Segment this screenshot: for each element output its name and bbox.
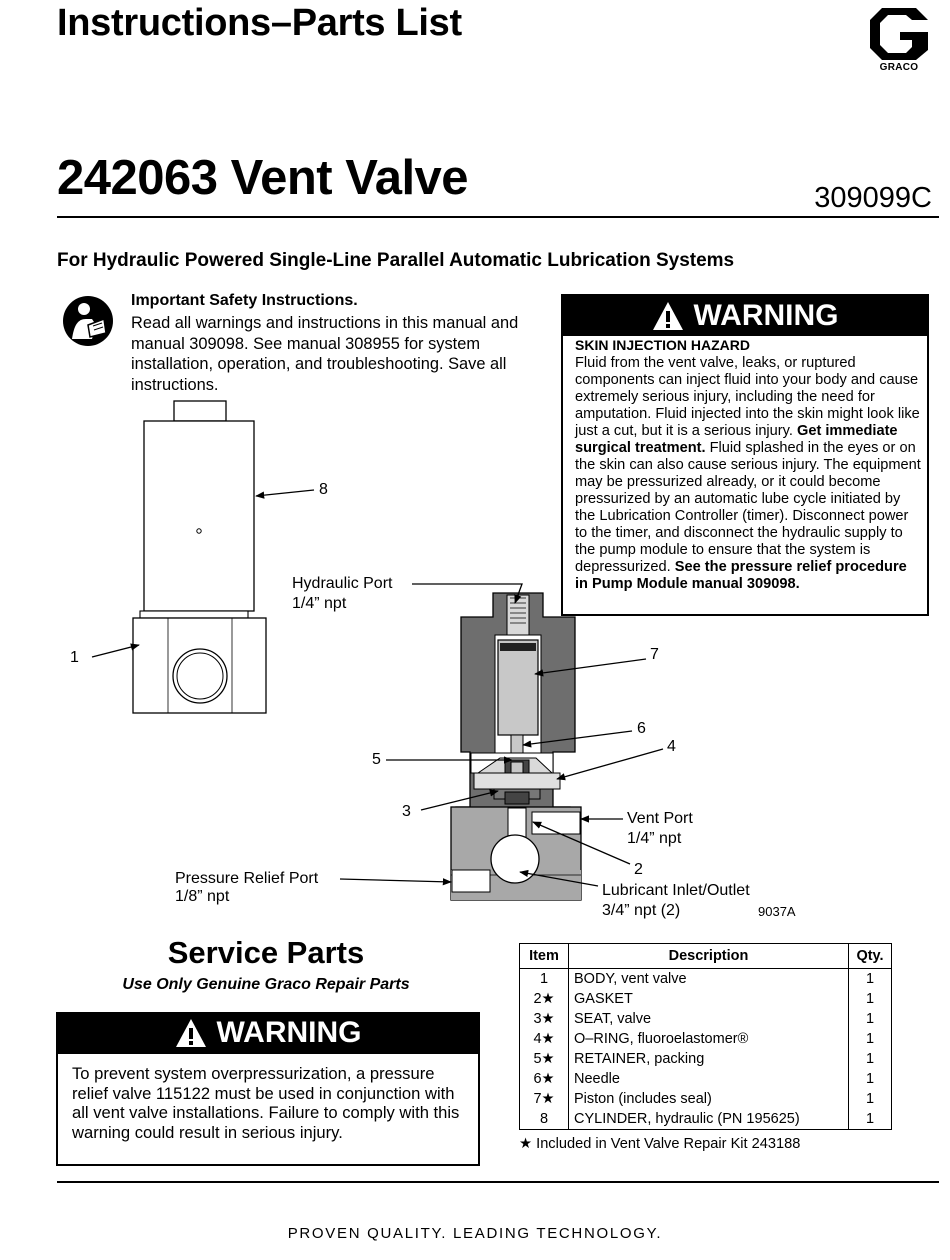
item-qty: 1 — [849, 989, 892, 1009]
product-title: 242063 Vent Valve — [57, 151, 469, 205]
warning-body: To prevent system overpressurization, a pressure relief valve 115122 must be used in conjunction with all vent valve installations. Failure to comply with this warning could result in serious injury. — [72, 1064, 460, 1142]
repair-kit-footnote: ★ Included in Vent Valve Repair Kit 243188 — [519, 1136, 801, 1152]
footer-rule — [57, 1181, 939, 1183]
item-qty: 1 — [849, 1029, 892, 1049]
warning-triangle-icon — [652, 301, 684, 331]
table-row — [520, 1109, 892, 1130]
document-subtitle: For Hydraulic Powered Single-Line Parallel Automatic Lubrication Systems — [57, 250, 735, 271]
table-row — [520, 1089, 892, 1109]
pressure-relief-port-label: Pressure Relief Port — [175, 870, 319, 887]
table-row — [520, 1009, 892, 1029]
callout-2: 2 — [634, 861, 643, 878]
table-row — [520, 989, 892, 1009]
item-number: 8 — [520, 1109, 569, 1130]
read-manual-icon — [62, 295, 114, 347]
vent-port-size: 1/4” npt — [627, 830, 682, 847]
item-qty: 1 — [849, 1109, 892, 1130]
item-qty: 1 — [849, 1089, 892, 1109]
pressure-relief-port-size: 1/8” npt — [175, 888, 230, 905]
warning-label: WARNING — [216, 1016, 362, 1049]
item-description: BODY, vent valve — [569, 969, 849, 990]
document-title: Instructions–Parts List — [57, 2, 462, 44]
footer-tagline: PROVEN QUALITY. LEADING TECHNOLOGY. — [287, 1225, 663, 1242]
item-description: Piston (includes seal) — [569, 1089, 849, 1109]
item-number: 6★ — [520, 1069, 569, 1089]
callout-4: 4 — [667, 738, 676, 755]
callout-6: 6 — [637, 720, 646, 737]
service-parts-title: Service Parts — [167, 935, 365, 970]
item-description: Needle — [569, 1069, 849, 1089]
item-qty: 1 — [849, 969, 892, 990]
hydraulic-port-size: 1/4” npt — [292, 595, 347, 612]
warning-label: WARNING — [693, 299, 839, 332]
graco-logo — [866, 6, 932, 72]
item-number: 1 — [520, 969, 569, 990]
item-number: 3★ — [520, 1009, 569, 1029]
vent-valve-diagram — [0, 390, 950, 930]
table-row — [520, 1049, 892, 1069]
callout-3: 3 — [402, 803, 411, 820]
figure-id: 9037A — [758, 904, 796, 919]
warning-banner — [58, 1012, 478, 1054]
callout-8: 8 — [319, 481, 328, 498]
item-description: GASKET — [569, 989, 849, 1009]
header-rule — [57, 216, 939, 218]
item-qty: 1 — [849, 1069, 892, 1089]
table-header-row — [520, 944, 892, 969]
parts-table — [519, 943, 892, 1130]
item-number: 5★ — [520, 1049, 569, 1069]
safety-heading: Important Safety Instructions. — [131, 292, 358, 309]
item-qty: 1 — [849, 1009, 892, 1029]
vent-port-label: Vent Port — [627, 810, 693, 827]
service-parts-subtitle: Use Only Genuine Graco Repair Parts — [122, 976, 410, 993]
warning-triangle-icon — [175, 1018, 207, 1048]
callout-1: 1 — [70, 649, 79, 666]
item-description: RETAINER, packing — [569, 1049, 849, 1069]
column-header-description: Description — [569, 944, 849, 969]
manual-number: 309099C — [814, 182, 932, 214]
table-row — [520, 969, 892, 990]
graco-g-icon — [866, 6, 932, 62]
hydraulic-port-label: Hydraulic Port — [292, 575, 393, 592]
column-header-qty: Qty. — [849, 944, 892, 969]
callout-7: 7 — [650, 646, 659, 663]
item-qty: 1 — [849, 1049, 892, 1069]
table-row — [520, 1069, 892, 1089]
column-header-item: Item — [520, 944, 569, 969]
lubricant-port-size: 3/4” npt (2) — [602, 902, 681, 919]
logo-wordmark: GRACO — [879, 62, 919, 73]
item-number: 7★ — [520, 1089, 569, 1109]
item-number: 2★ — [520, 989, 569, 1009]
exterior-valve-view — [133, 401, 266, 713]
safety-body: Read all warnings and instructions in this manual and manual 309098. See manual 308955 for system installation, operation, and troubleshooting. Save all instructions. — [131, 314, 519, 394]
lubricant-port-label: Lubricant Inlet/Outlet — [602, 882, 750, 899]
cutaway-valve-view — [451, 593, 581, 900]
callout-5: 5 — [372, 751, 381, 768]
item-description: CYLINDER, hydraulic (PN 195625) — [569, 1109, 849, 1130]
overpressurization-warning — [56, 1012, 480, 1166]
table-row — [520, 1029, 892, 1049]
warning-heading: SKIN INJECTION HAZARD — [575, 337, 751, 353]
warning-banner — [563, 296, 927, 336]
item-description: O–RING, fluoroelastomer® — [569, 1029, 849, 1049]
item-number: 4★ — [520, 1029, 569, 1049]
warning-body: Fluid from the vent valve, leaks, or ruptured components can inject fluid into your body and cause extremely serious injury, including the need for amputation. Fluid injected into the skin might look like just a cut, but it is a serious injury. Get immediate surgical treatment. Fluid splashed in the eyes or on the skin can also cause serious injury. The equipment may be pressurized already, or it could become pressurized by an automatic lube cycle initiated by the Lubrication Controller (timer). Disconnect power to the timer, and disconnect the hydraulic supply to the pump module to ensure that the system is depressurized. See the pressure relief procedure in Pump Module manual 309098. — [575, 355, 921, 592]
item-description: SEAT, valve — [569, 1009, 849, 1029]
